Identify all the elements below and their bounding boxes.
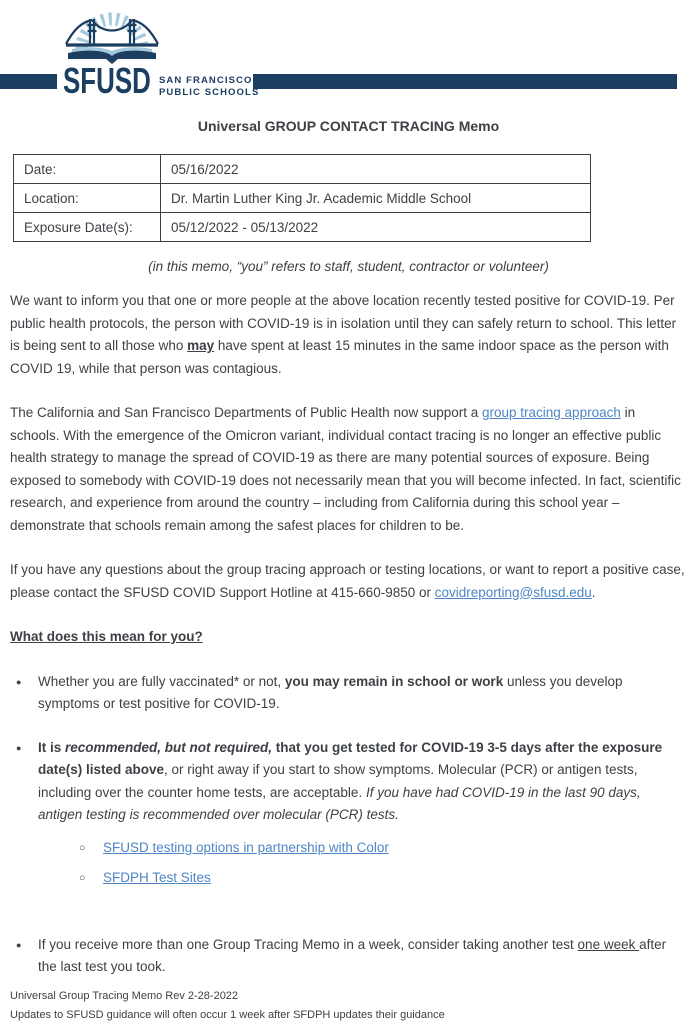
list-item-get-tested — [10, 737, 687, 827]
text-segment: may — [187, 338, 215, 353]
footer-guidance-line: Updates to SFUSD guidance will often occur 1 week after SFDPH updates their guidance — [10, 1009, 445, 1021]
text-segment: . — [591, 584, 596, 600]
bullet-icon: ● — [16, 742, 22, 753]
paragraph-questions-hotline — [10, 559, 687, 604]
info-table — [13, 154, 591, 242]
date-value: 05/16/2022 — [161, 155, 591, 184]
memo-audience-note: (in this memo, “you” refers to staff, student, contractor or volunteer) — [148, 259, 549, 274]
bullet-icon: ● — [16, 676, 22, 687]
text-segment: If you receive more than one Group Tracing Memo in a week, consider taking another test — [38, 936, 578, 952]
header-bar-left — [0, 74, 57, 89]
brand-subtitle-line1: SAN FRANCISCO — [159, 75, 253, 86]
text-segment: that you get tested for COVID-19 3-5 days after the exposure date(s) listed above — [38, 739, 663, 777]
brand-subtitle-line2: PUBLIC SCHOOLS — [159, 87, 260, 98]
text-segment: unless you develop symptoms or test positive for COVID-19. — [38, 673, 623, 711]
paragraph-group-tracing — [10, 402, 687, 537]
inline-link[interactable]: group tracing approach — [482, 405, 621, 420]
text-segment: after the last test you took. — [38, 936, 667, 974]
memo-title: Universal GROUP CONTACT TRACING Memo — [197, 118, 500, 134]
brand-subtitle — [159, 75, 259, 99]
table-row-date — [14, 155, 591, 184]
text-segment: , or right away if you start to show symptoms. Molecular (PCR) or antigen tests, including over the counter home tests, are acceptable. — [38, 762, 638, 800]
footer-revision-line: Universal Group Tracing Memo Rev 2-28-2022 — [10, 989, 239, 1002]
bullet-list — [10, 671, 687, 979]
text-segment: Whether you are fully vaccinated* or not, — [38, 673, 285, 689]
section-heading: What does this mean for you? — [10, 629, 203, 644]
text-segment: you may remain in school or work — [284, 673, 504, 689]
text-segment: have spent at least 15 minutes in the same indoor space as the person with COVID 19, while that person was contagious. — [10, 338, 669, 376]
text-segment: It is — [38, 739, 66, 755]
inline-link[interactable]: covidreporting@sfusd.edu — [434, 584, 592, 600]
header — [0, 0, 697, 102]
header-bar-right — [253, 74, 677, 89]
sfusd-logo — [62, 3, 166, 67]
text-segment: We want to inform you that one or more people at the above location recently tested positive for COVID-19. Per public health protocols, the person with COVID-19 is in isolation until they can safely return to school. This letter is being sent to all those who — [10, 293, 677, 353]
date-label: Date: — [14, 155, 161, 184]
paragraph-notification — [10, 290, 687, 380]
brand-name: SFUSD — [63, 60, 151, 101]
text-segment: one week — [577, 936, 640, 952]
text-segment: The California and San Francisco Departments of Public Health now support a — [10, 405, 482, 420]
link-sfdph-test-sites[interactable]: SFDPH Test Sites — [103, 870, 211, 885]
exposure-dates-label: Exposure Date(s): — [14, 213, 161, 242]
link-sfusd-testing-options[interactable]: SFUSD testing options in partnership with Color — [103, 839, 389, 855]
memo-content — [0, 118, 697, 1026]
list-item-multiple-memos — [10, 934, 687, 979]
table-row-exposure-dates — [14, 213, 591, 242]
location-label: Location: — [14, 184, 161, 213]
location-value: Dr. Martin Luther King Jr. Academic Middle School — [161, 184, 591, 213]
exposure-dates-value: 05/12/2022 - 05/13/2022 — [161, 213, 591, 242]
table-row-location — [14, 184, 591, 213]
sub-list-item-color-testing — [79, 837, 687, 860]
hollow-bullet-icon: ○ — [79, 841, 86, 854]
sub-list-item-sfdph-sites — [79, 867, 687, 890]
hollow-bullet-icon: ○ — [79, 872, 86, 884]
text-segment: If you have had COVID-19 in the last 90 days, antigen testing is recommended over molecular (PCR) tests. — [38, 784, 641, 822]
bullet-icon: ● — [16, 939, 22, 950]
footer — [10, 987, 687, 1026]
bridge-icon — [66, 19, 158, 45]
list-item-remain-in-school — [10, 671, 687, 716]
text-segment: in schools. With the emergence of the Omicron variant, individual contact tracing is no longer an effective public health strategy to manage the spread of COVID-19 as there are many potential sources of exposure. Being exposed to somebody with COVID-19 does not necessarily mean that you will become infected. In fact, scientific research, and experience from around the country – including from California during this school year – demonstrate that schools remain among the safest places for children to be. — [10, 405, 681, 533]
text-segment: If you have any questions about the group tracing approach or testing locations, or want to report a positive case, please contact the SFUSD COVID Support Hotline at 415-660-9850 or — [10, 562, 685, 600]
text-segment: recommended, but not required, — [65, 739, 273, 755]
